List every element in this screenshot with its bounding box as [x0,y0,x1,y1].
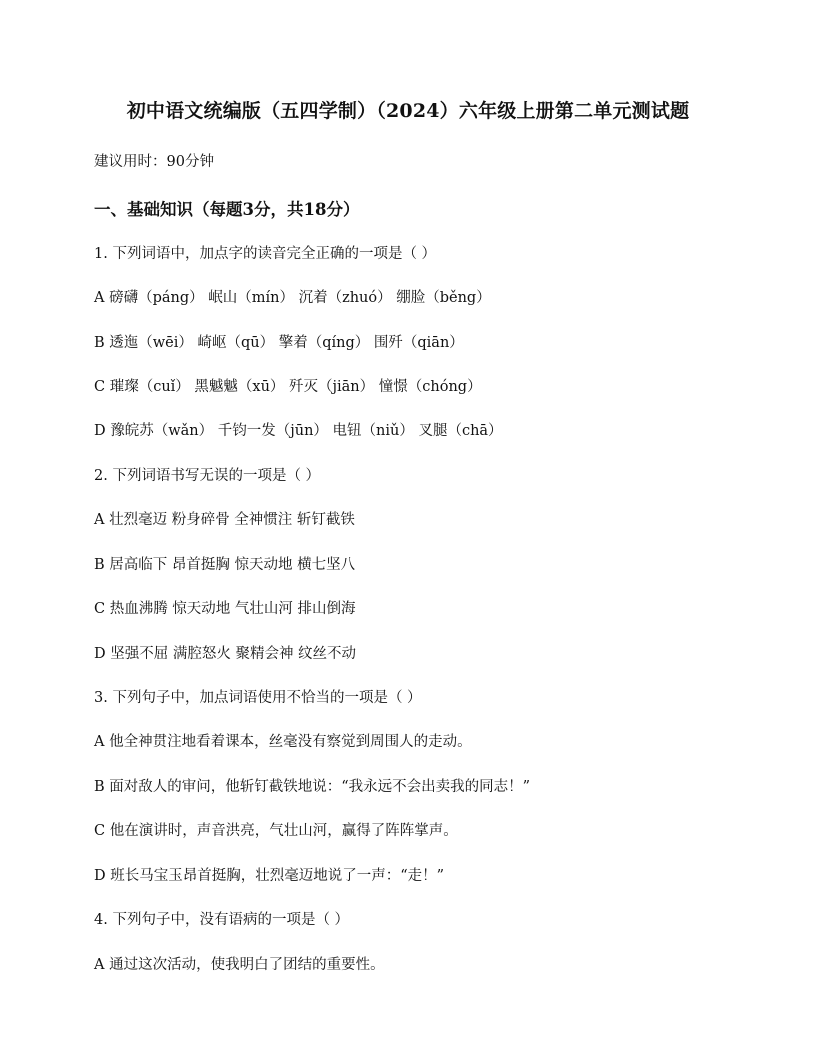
question-3-option-c: C 他在演讲时，声音洪亮，气壮山河，赢得了阵阵掌声。 [94,823,458,839]
question-1-stem: 1. 下列词语中，加点字的读音完全正确的一项是（ ） [94,246,437,262]
question-1-option-d: D 豫皖苏（wǎn） 千钧一发（jūn） 电钮（niǔ） 叉腿（chā） [94,423,503,439]
question-2-option-b: B 居高临下 昂首挺胸 惊天动地 横七坚八 [94,557,356,573]
question-4-option-a: A 通过这次活动，使我明白了团结的重要性。 [94,957,385,973]
question-2-option-a: A 壮烈毫迈 粉身碎骨 全神惯注 斩钉截铁 [94,512,355,528]
question-1-option-b: B 透迤（wēi） 崎岖（qū） 擎着（qíng） 围歼（qiān） [94,335,464,351]
question-2-stem: 2. 下列词语书写无误的一项是（ ） [94,468,321,484]
document-title: 初中语文统编版（五四学制）（2024）六年级上册第二单元测试题 [126,100,690,122]
question-3-stem: 3. 下列句子中，加点词语使用不恰当的一项是（ ） [94,690,422,706]
question-1-option-c: C 璀璨（cuǐ） 黑魆魆（xū） 歼灭（jiān） 憧憬（chóng） [94,379,482,395]
question-3-option-d: D 班长马宝玉昂首挺胸，壮烈毫迈地说了一声：“走！” [94,868,445,884]
question-1-option-a: A 磅礴（páng） 岷山（mín） 沉着（zhuó） 绷脸（běng） [94,290,491,306]
section-heading: 一、基础知识（每题3分，共18分） [94,200,360,219]
question-2-option-d: D 坚强不屈 满腔怒火 聚精会神 纹丝不动 [94,646,357,662]
question-3-option-a: A 他全神贯注地看着课本，丝毫没有察觉到周围人的走动。 [94,734,472,750]
question-4-stem: 4. 下列句子中，没有语病的一项是（ ） [94,912,350,928]
question-2-option-c: C 热血沸腾 惊天动地 气壮山河 排山倒海 [94,601,356,617]
time-note: 建议用时：90分钟 [94,154,214,170]
question-3-option-b: B 面对敌人的审问，他斩钉截铁地说：“我永远不会出卖我的同志！” [94,779,531,795]
